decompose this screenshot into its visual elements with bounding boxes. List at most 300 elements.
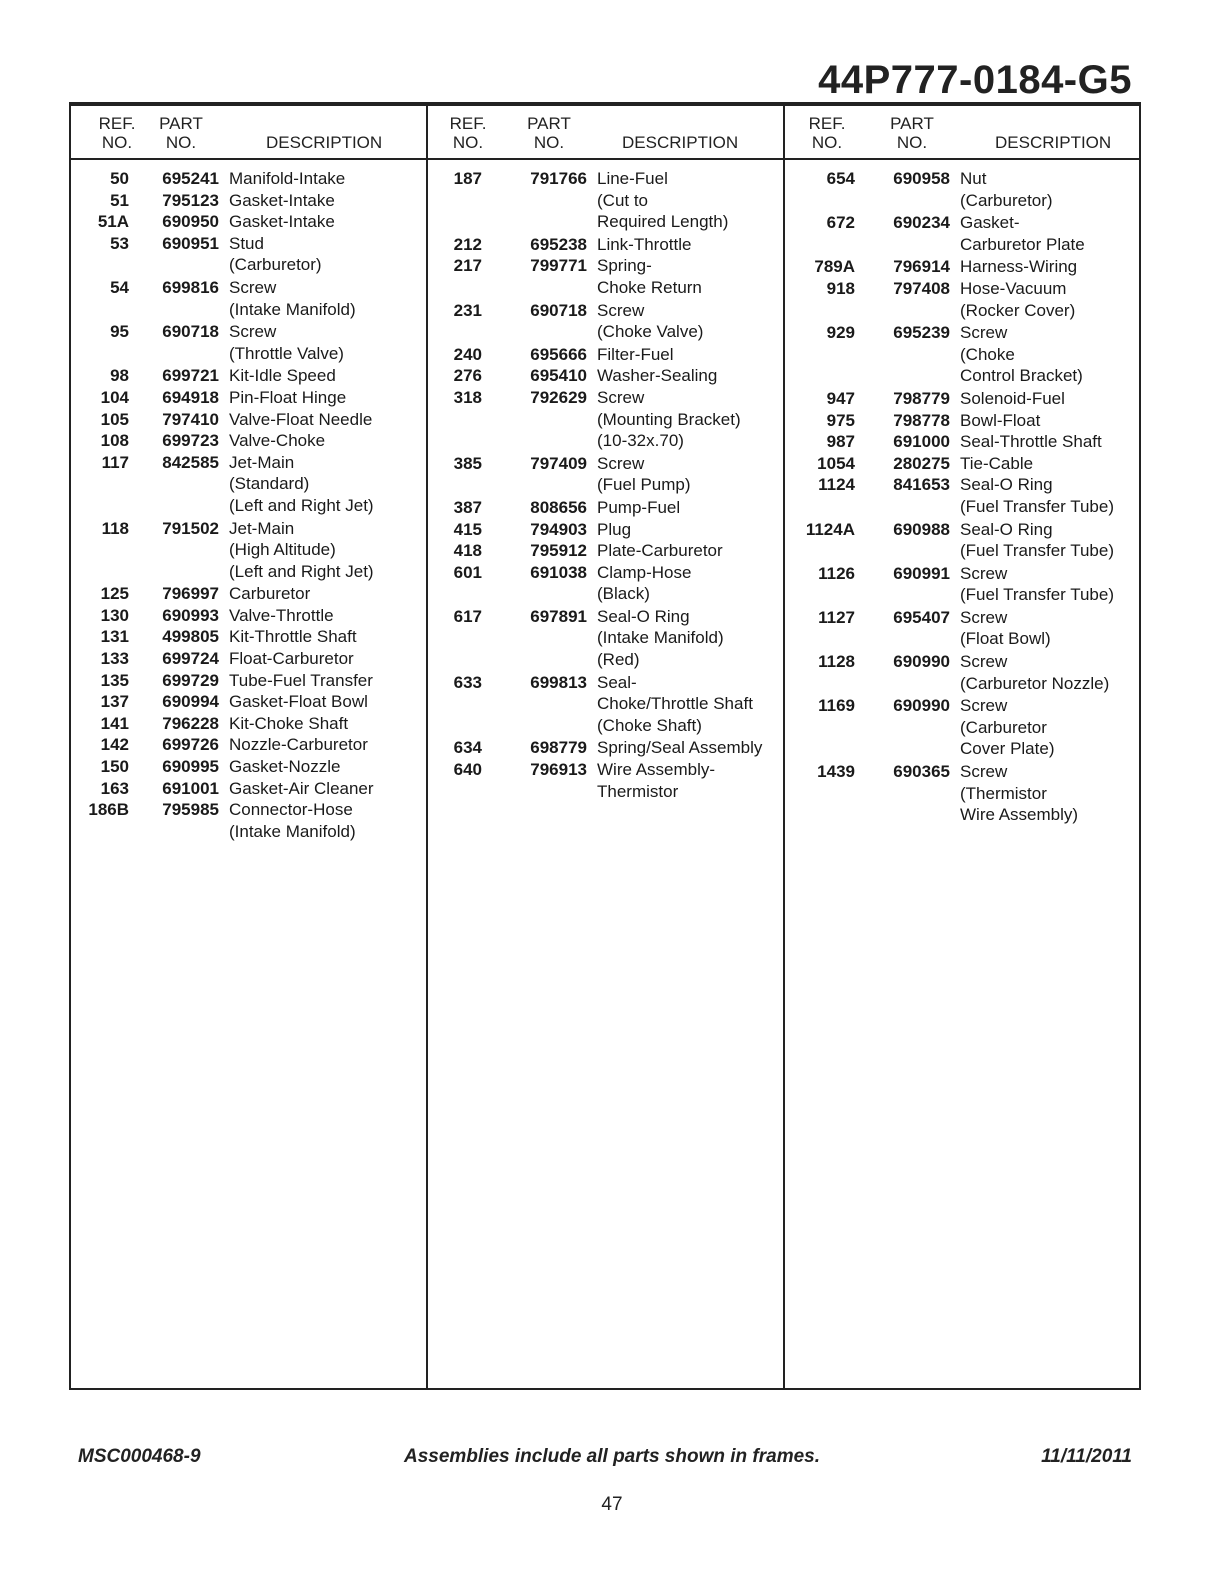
part-row [428, 168, 785, 233]
part-row [428, 672, 785, 737]
parts-rows [785, 168, 1142, 827]
description-line: Hose-Vacuum [960, 278, 1067, 298]
description-line: Valve-Choke [229, 431, 326, 451]
part-row [785, 431, 1142, 453]
description-line: Screw [597, 453, 645, 473]
part-description [950, 563, 1142, 606]
model-number: 44P777-0184-G5 [818, 58, 1132, 102]
description-line: Washer-Sealing [597, 366, 718, 386]
part-description [950, 212, 1142, 255]
parts-column-3 [785, 106, 1142, 1388]
part-description [950, 278, 1142, 321]
description-line: Clamp-Hose [597, 562, 692, 582]
part-number: 280275 [893, 453, 950, 473]
description-line: Screw [597, 387, 645, 407]
part-description [587, 540, 785, 562]
parts-table-frame [69, 102, 1141, 1390]
part-number: 796228 [162, 713, 219, 733]
ref-number: 98 [110, 366, 129, 386]
part-number: 796997 [162, 584, 219, 604]
header-description: DESCRIPTION [995, 133, 1112, 152]
part-description [219, 778, 428, 800]
part-row [785, 519, 1142, 562]
ref-number: 240 [453, 344, 482, 364]
ref-number: 217 [453, 256, 482, 276]
part-description [587, 344, 785, 366]
description-line: Thermistor [597, 781, 679, 801]
ref-number: 51A [97, 212, 129, 232]
part-row [428, 453, 785, 496]
part-description [950, 256, 1142, 278]
description-line: (Red) [597, 650, 640, 670]
description-line: Gasket-Float Bowl [229, 692, 368, 712]
ref-number: 53 [110, 233, 129, 253]
description-line: Manifold-Intake [229, 169, 346, 188]
description-line: (Left and Right Jet) [229, 561, 374, 581]
part-number: 791766 [530, 169, 587, 188]
part-number: 698779 [530, 738, 587, 758]
ref-number: 1128 [818, 652, 855, 672]
ref-number: 318 [453, 387, 482, 407]
ref-number: 640 [453, 760, 482, 780]
part-row [71, 583, 428, 605]
part-number: 841653 [893, 475, 950, 495]
part-row [71, 778, 428, 800]
part-number: 690718 [530, 300, 587, 320]
description-line: Harness-Wiring [960, 257, 1078, 277]
ref-number: 125 [100, 584, 129, 604]
description-line: (Thermistor [960, 783, 1047, 803]
part-row [785, 695, 1142, 760]
part-row [785, 256, 1142, 278]
description-line: Choke Return [597, 277, 702, 297]
part-number: 690365 [893, 762, 950, 782]
description-line: Spring- [597, 256, 652, 276]
part-row [428, 300, 785, 343]
part-number: 690990 [893, 652, 950, 672]
description-line: Seal-O Ring [597, 606, 690, 626]
description-line: Carburetor [229, 584, 311, 604]
description-line: Gasket-Nozzle [229, 757, 341, 777]
part-description [587, 255, 785, 298]
description-line: Screw [960, 652, 1008, 672]
parts-column-1 [71, 106, 428, 1388]
description-line: Carburetor Plate [960, 234, 1085, 254]
description-line: Gasket-Intake [229, 190, 335, 210]
part-number: 792629 [530, 387, 587, 407]
ref-number: 415 [453, 519, 482, 539]
part-number: 695666 [530, 344, 587, 364]
header-ref-line: NO. [452, 133, 484, 152]
part-number: 695407 [893, 607, 950, 627]
header-description: DESCRIPTION [266, 133, 383, 152]
header-part-line: PART [159, 114, 203, 133]
description-line: Bowl-Float [960, 410, 1041, 430]
part-number: 797408 [893, 278, 950, 298]
ref-number: 1054 [817, 453, 855, 473]
ref-number: 918 [826, 278, 855, 298]
ref-number: 418 [453, 541, 482, 561]
part-number: 842585 [162, 452, 219, 472]
part-number: 697891 [530, 606, 587, 626]
description-line: (Choke Shaft) [597, 715, 702, 735]
part-description [950, 388, 1142, 410]
part-row [71, 233, 428, 276]
part-row [71, 605, 428, 627]
part-row [71, 321, 428, 364]
part-description [219, 452, 428, 517]
header-part-line: NO. [896, 133, 928, 152]
description-line: Gasket-Air Cleaner [229, 778, 374, 798]
part-number: 499805 [162, 627, 219, 647]
part-description [219, 626, 428, 648]
part-number: 690234 [893, 213, 950, 233]
header-ref-line: REF. [449, 114, 487, 133]
ref-number: 601 [453, 562, 482, 582]
ref-number: 118 [101, 518, 129, 538]
description-line: Pin-Float Hinge [229, 387, 347, 407]
description-line: (Left and Right Jet) [229, 495, 374, 515]
parts-rows [71, 168, 428, 843]
ref-number: 975 [826, 410, 855, 430]
part-row [71, 648, 428, 670]
part-description [950, 453, 1142, 475]
part-description [950, 761, 1142, 826]
part-number: 695238 [530, 234, 587, 254]
part-number: 691001 [162, 778, 219, 798]
part-row [785, 212, 1142, 255]
part-row [71, 518, 428, 583]
description-line: Tie-Cable [960, 453, 1034, 473]
description-line: (Fuel Pump) [597, 475, 691, 495]
part-description [219, 648, 428, 670]
description-line: Seal-O Ring [960, 475, 1053, 495]
part-description [219, 799, 428, 842]
part-description [219, 233, 428, 276]
part-description [950, 695, 1142, 760]
ref-number: 929 [826, 323, 855, 343]
part-row [71, 626, 428, 648]
description-line: Seal- [597, 672, 637, 692]
part-row [785, 651, 1142, 694]
part-row [785, 322, 1142, 387]
parts-rows [428, 168, 785, 803]
ref-number: 187 [453, 169, 482, 188]
part-row [428, 737, 785, 759]
part-description [950, 168, 1142, 211]
part-number: 690995 [162, 757, 219, 777]
description-line: Float-Carburetor [229, 649, 354, 669]
description-line: Required Length) [597, 212, 729, 232]
header-ref-line: REF. [808, 114, 846, 133]
part-description [219, 670, 428, 692]
document-code: MSC000468-9 [78, 1446, 201, 1467]
description-line: (Carburetor) [960, 190, 1053, 210]
ref-number: 163 [100, 778, 129, 798]
part-row [71, 734, 428, 756]
ref-number: 987 [826, 432, 855, 452]
part-row [428, 234, 785, 256]
description-line: Screw [960, 323, 1008, 343]
part-description [950, 322, 1142, 387]
ref-number: 137 [100, 692, 129, 712]
ref-number: 130 [100, 605, 129, 625]
part-number: 794903 [530, 519, 587, 539]
header-ref-no [797, 114, 857, 152]
description-line: Connector-Hose [229, 800, 353, 820]
part-row [428, 540, 785, 562]
part-row [428, 519, 785, 541]
part-description [587, 519, 785, 541]
part-number: 695241 [162, 169, 219, 188]
part-row [428, 759, 785, 802]
part-row [71, 365, 428, 387]
part-description [219, 756, 428, 778]
description-line: (Black) [597, 584, 650, 604]
part-number: 690991 [893, 563, 950, 583]
part-description [587, 497, 785, 519]
part-description [950, 607, 1142, 650]
part-number: 796913 [530, 760, 587, 780]
part-row [428, 497, 785, 519]
description-line: (Fuel Transfer Tube) [960, 496, 1115, 516]
part-description [587, 234, 785, 256]
description-line: Screw [229, 322, 277, 342]
ref-number: 54 [110, 277, 129, 297]
description-line: (Standard) [229, 474, 310, 494]
part-number: 690988 [893, 519, 950, 539]
description-line: Seal-O Ring [960, 519, 1053, 539]
description-line: Screw [960, 762, 1008, 782]
description-line: Plate-Carburetor [597, 541, 723, 561]
part-number: 699816 [162, 277, 219, 297]
ref-number: 1439 [817, 762, 855, 782]
description-line: (Cut to [597, 190, 649, 210]
part-number: 796914 [893, 257, 950, 277]
description-line: Wire Assembly) [960, 805, 1079, 825]
part-number: 798778 [893, 410, 950, 430]
description-line: (Carburetor Nozzle) [960, 673, 1110, 693]
part-number: 691000 [893, 432, 950, 452]
part-row [428, 365, 785, 387]
part-number: 690990 [893, 696, 950, 716]
part-number: 797410 [162, 409, 219, 429]
description-line: Line-Fuel [597, 169, 668, 188]
description-line: Kit-Throttle Shaft [229, 627, 357, 647]
description-line: (Fuel Transfer Tube) [960, 541, 1115, 561]
ref-number: 133 [100, 649, 129, 669]
part-row [71, 756, 428, 778]
part-row [71, 409, 428, 431]
header-ref-line: REF. [98, 114, 136, 133]
description-line: Valve-Float Needle [229, 409, 373, 429]
part-number: 699729 [162, 670, 219, 690]
part-row [71, 670, 428, 692]
description-line: Screw [960, 696, 1008, 716]
part-description [219, 211, 428, 233]
ref-number: 1127 [818, 607, 855, 627]
part-row [785, 388, 1142, 410]
ref-number: 1169 [818, 696, 855, 716]
description-line: Jet-Main [229, 518, 295, 538]
part-number: 808656 [530, 497, 587, 517]
description-line: (Mounting Bracket) [597, 409, 741, 429]
ref-number: 789A [814, 257, 855, 277]
part-row [71, 211, 428, 233]
part-row [428, 562, 785, 605]
description-line: (Rocker Cover) [960, 300, 1076, 320]
part-row [785, 607, 1142, 650]
part-number: 695410 [530, 366, 587, 386]
part-number: 695239 [893, 323, 950, 343]
ref-number: 105 [100, 409, 129, 429]
description-line: Gasket- [960, 213, 1020, 233]
part-description [950, 474, 1142, 517]
part-description [587, 606, 785, 671]
part-description [219, 713, 428, 735]
part-description [587, 300, 785, 343]
part-row [71, 430, 428, 452]
part-description [587, 759, 785, 802]
header-part-line: PART [890, 114, 934, 133]
part-row [428, 344, 785, 366]
part-description [587, 365, 785, 387]
part-row [785, 168, 1142, 211]
part-description [950, 519, 1142, 562]
part-description [219, 365, 428, 387]
ref-number: 617 [453, 606, 482, 626]
description-line: Valve-Throttle [229, 605, 334, 625]
description-line: Screw [229, 277, 277, 297]
header-ref-line: NO. [811, 133, 843, 152]
ref-number: 104 [100, 387, 129, 407]
parts-column-2 [428, 106, 785, 1388]
part-description [587, 387, 785, 452]
part-number: 699723 [162, 431, 219, 451]
part-row [71, 277, 428, 320]
ref-number: 387 [453, 497, 482, 517]
description-line: (High Altitude) [229, 540, 336, 560]
part-description [219, 321, 428, 364]
part-description [219, 605, 428, 627]
part-row [785, 410, 1142, 432]
ref-number: 654 [826, 169, 855, 188]
part-row [71, 168, 428, 190]
part-number: 690950 [162, 212, 219, 232]
description-line: Wire Assembly- [597, 760, 716, 780]
header-description: DESCRIPTION [622, 133, 739, 152]
part-description [219, 518, 428, 583]
ref-number: 231 [453, 300, 482, 320]
ref-number: 633 [453, 672, 482, 692]
ref-number: 108 [100, 431, 129, 451]
ref-number: 50 [110, 169, 129, 188]
description-line: (10-32x.70) [597, 431, 684, 451]
ref-number: 135 [100, 670, 129, 690]
ref-number: 1124 [818, 475, 855, 495]
part-row [785, 563, 1142, 606]
part-number: 798779 [893, 388, 950, 408]
description-line: (Carburetor) [229, 255, 322, 275]
description-line: (Carburetor [960, 717, 1047, 737]
part-row [785, 474, 1142, 517]
part-row [785, 761, 1142, 826]
ref-number: 1126 [818, 563, 855, 583]
ref-number: 142 [100, 735, 129, 755]
part-number: 699726 [162, 735, 219, 755]
description-line: (Float Bowl) [960, 629, 1051, 649]
description-line: (Throttle Valve) [229, 343, 344, 363]
ref-number: 141 [100, 713, 129, 733]
ref-number: 51 [110, 190, 129, 210]
part-row [785, 453, 1142, 475]
part-number: 791502 [162, 518, 219, 538]
header-part-no [882, 114, 942, 152]
description-line: Choke/Throttle Shaft [597, 694, 753, 714]
description-line: Jet-Main [229, 452, 295, 472]
description-line: Plug [597, 519, 632, 539]
part-number: 690718 [162, 322, 219, 342]
part-description [219, 734, 428, 756]
page-number: 47 [601, 1494, 623, 1515]
ref-number: 1124A [805, 519, 855, 539]
part-description [219, 409, 428, 431]
description-line: Screw [960, 563, 1008, 583]
part-description [219, 430, 428, 452]
part-description [587, 453, 785, 496]
ref-number: 947 [826, 388, 855, 408]
description-line: Screw [597, 300, 645, 320]
document-date: 11/11/2011 [1041, 1446, 1132, 1467]
part-number: 691038 [530, 562, 587, 582]
part-description [219, 387, 428, 409]
ref-number: 131 [100, 627, 129, 647]
header-ref-no [87, 114, 147, 152]
header-part-line: NO. [533, 133, 565, 152]
part-description [950, 431, 1142, 453]
description-line: Gasket-Intake [229, 212, 335, 232]
part-row [71, 713, 428, 735]
part-row [71, 387, 428, 409]
part-description [219, 691, 428, 713]
description-line: Screw [960, 607, 1008, 627]
description-line: Link-Throttle [597, 234, 692, 254]
header-part-no [519, 114, 579, 152]
header-part-no [151, 114, 211, 152]
part-row [71, 190, 428, 212]
description-line: Nut [960, 169, 987, 188]
part-number: 799771 [530, 256, 587, 276]
part-row [71, 799, 428, 842]
description-line: Pump-Fuel [597, 497, 681, 517]
part-number: 699721 [162, 366, 219, 386]
header-part-line: PART [527, 114, 571, 133]
part-description [950, 651, 1142, 694]
part-row [71, 452, 428, 517]
ref-number: 634 [453, 738, 482, 758]
description-line: (Fuel Transfer Tube) [960, 585, 1115, 605]
part-description [219, 168, 428, 190]
description-line: Filter-Fuel [597, 344, 674, 364]
description-line: (Choke [960, 344, 1015, 364]
part-description [587, 672, 785, 737]
description-line: (Intake Manifold) [597, 628, 724, 648]
ref-number: 276 [453, 366, 482, 386]
part-row [428, 255, 785, 298]
part-number: 795123 [162, 190, 219, 210]
part-description [587, 737, 785, 759]
part-number: 795985 [162, 800, 219, 820]
